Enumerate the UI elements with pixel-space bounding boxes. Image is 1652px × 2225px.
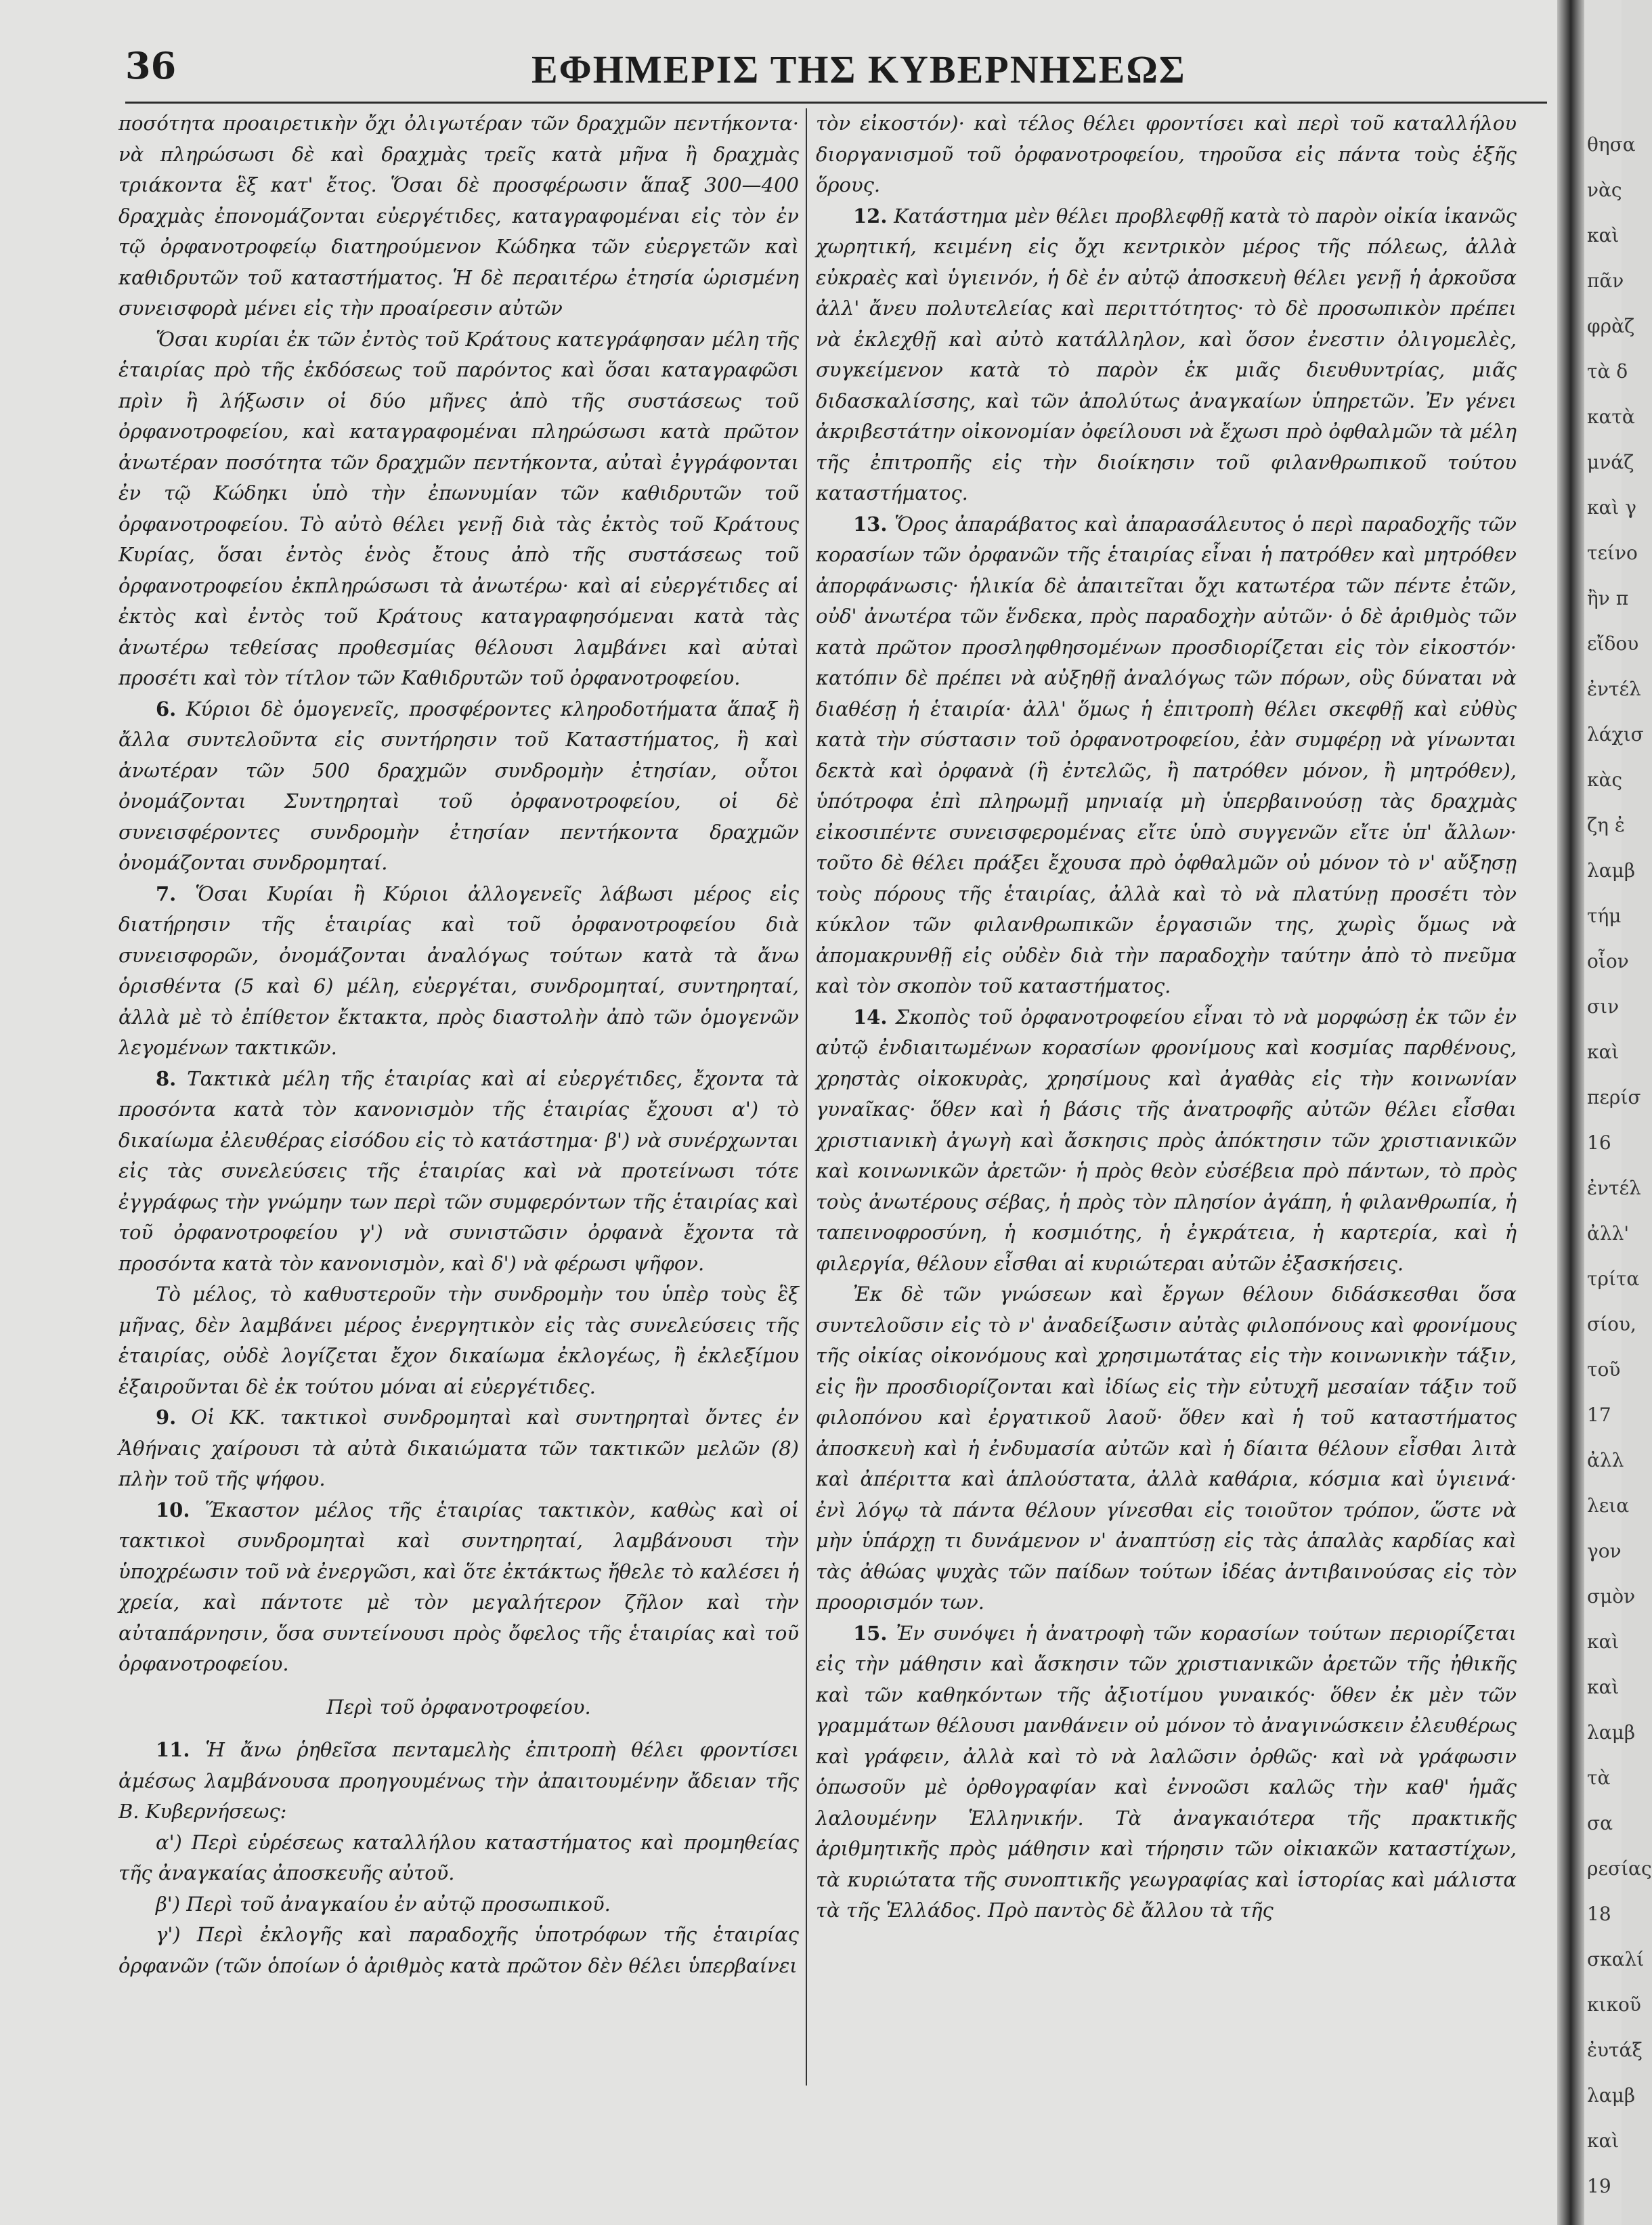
paragraph-text: Σκοπὸς τοῦ ὀρφανοτροφείου εἶναι τὸ νὰ μορφώσῃ ἐκ τῶν ἐν αὐτῷ ἐνδιαιτωμένων κορασίων φρονίμους καὶ κοσμίας παρθένους, χρηστὰς οἰκοκυρὰς, χρησίμους καὶ ἀγαθὰς εἰς τὴν κοινωνίαν γυναῖκας· ὅθεν καὶ ἡ βάσις τῆς ἀνατροφῆς αὐτῶν θέλει εἶσθαι χριστιανικὴ ἀγωγὴ καὶ ἄσκησις πρὸς ἀπόκτησιν τῶν χριστιανικῶν καὶ κοινωνικῶν ἀρετῶν· ἡ πρὸς θεὸν εὐσέβεια πρὸ πάντων, τὸ πρὸς τοὺς ἀνωτέρους σέβας, ἡ πρὸς τὸν πλησίον ἀγάπη, ἡ φιλανθρωπία, ἡ ταπεινοφροσύνη, ἡ κοσμιότης, ἡ ἐγκράτεια, ἡ καρτερία, καὶ ἡ φιλεργία, θέλουν εἶσθαι αἱ κυριώτεραι αὐτῶν ἐξασκήσεις. [816,1005,1517,1275]
paragraph [118,1920,799,1981]
article-number: 15. [853,1621,888,1645]
left-column [118,108,799,2106]
article-number: 6. [156,697,177,720]
adjacent-page-fragment: καὶ [1587,1041,1620,1063]
column-divider [806,108,807,2086]
paragraph [118,1735,799,1828]
paragraph-text: Τακτικὰ μέλη τῆς ἑταιρίας καὶ αἱ εὐεργέτιδες, ἔχοντα τὰ προσόντα κατὰ τὸν κανονισμὸν τῆς ἑταιρίας ἔχουσι α') τὸ δικαίωμα ἐλευθέρας εἰσόδου εἰς τὸ κατάστημα· β') νὰ συνέρχωνται εἰς τὰς συνελεύσεις τῆς ἑταιρίας καὶ νὰ προτείνωσι τότε ἐγγράφως τὴν γνώμην των περὶ τῶν συμφερόντων τῆς ἑταιρίας καὶ τοῦ ὀρφανοτροφείου γ') νὰ συνιστῶσιν ὀρφανὰ ἔχοντα τὰ προσόντα κατὰ τὸν κανονισμὸν, καὶ δ') νὰ φέρωσι ψῆφον. [118,1066,799,1275]
journal-title: ΕΦΗΜΕΡΙΣ ΤΗΣ ΚΥΒΕΡΝΗΣΕΩΣ [531,47,1186,91]
header-rule [125,102,1547,104]
paragraph-text: Ἐν συνόψει ἡ ἀνατροφὴ τῶν κορασίων τούτων περιορίζεται εἰς τὴν μάθησιν καὶ ἄσκησιν τῶν χριστιανικῶν ἀρετῶν τῆς ἠθικῆς καὶ τῶν καθηκόντων τῆς ἀξιοτίμου γυναικός· ὅθεν ἐκ μὲν τῶν γραμμάτων θέλουσι μανθάνειν οὐ μόνον τὸ ἀναγινώσκειν ἐλευθέρως καὶ γράφειν, ἀλλὰ καὶ τὸ νὰ λαλῶσιν ὀρθῶς· καὶ νὰ γράφωσιν ὁπωσοῦν μὲ ὀρθογραφίαν καὶ ἐννοῶσι καλῶς τὴν καθ' ἡμᾶς λαλουμένην Ἑλληνικήν. Τὰ ἀναγκαιότερα τῆς πρακτικῆς ἀριθμητικῆς πρὸς μάθησιν καὶ τήρησιν τῶν οἰκιακῶν καταστίχων, τὰ κυριώτατα τῆς συνοπτικῆς γεωγραφίας καὶ ἱστορίας καὶ μάλιστα τὰ τῆς Ἑλλάδος. Πρὸ παντὸς δὲ ἄλλου τὰ τῆς [816,1621,1517,1922]
section-heading: Περὶ τοῦ ὀρφανοτροφείου. [326,1695,591,1719]
paragraph [816,509,1517,1002]
paragraph-text: Οἱ ΚΚ. τακτικοὶ συνδρομηταὶ καὶ συντηρηταὶ ὄντες ἐν Ἀθήναις χαίρουσι τὰ αὐτὰ δικαιώματα τῶν τακτικῶν μελῶν (8) πλὴν τοῦ τῆς ψήφου. [118,1406,799,1490]
adjacent-page-fragment: θησα [1587,133,1636,156]
adjacent-page-fragment: εἴδου [1587,632,1639,655]
adjacent-page-fragment: 19 [1587,2175,1611,2197]
article-number: 8. [156,1066,177,1090]
adjacent-page-fragment: ἢν π [1587,587,1629,609]
paragraph-text: Κατάστημα μὲν θέλει προβλεφθῇ κατὰ τὸ παρὸν οἰκία ἱκανῶς χωρητική, κειμένη εἰς ὄχι κεντρικὸν μέρος τῆς πόλεως, ἀλλὰ εὐκραὲς καὶ ὑγιεινόν, ἡ δὲ ἐν αὐτῷ ἀποσκευὴ θέλει γενῇ ἡ ἀρκοῦσα ἀλλ' ἄνευ πολυτελείας καὶ περιττότητος· τὸ δὲ προσωπικὸν πρέπει νὰ ἐκλεχθῇ καὶ αὐτὸ κατάλληλον, καὶ ὅσον ἐνεστιν ὀλιγομελὲς, συγκείμενον κατὰ τὸ παρὸν ἐκ μιᾶς διευθυντρίας, μιᾶς διδασκαλίσσης, καὶ τῶν ἀπολύτως ἀναγκαίων ὑπηρετῶν. Ἐν γένει ἀκριβεστάτην οἰκονομίαν ὀφείλουσι νὰ ἔχωσι πρὸ ὀφθαλμῶν τὰ μέλη τῆς ἐπιτροπῆς εἰς τὴν διοίκησιν τοῦ φιλανθρωπικοῦ τούτου καταστήματος. [816,204,1517,504]
adjacent-page-fragment: μνάζ [1587,451,1634,473]
paragraph-text: Ὅσαι Κυρίαι ἢ Κύριοι ἀλλογενεῖς λάβωσι μέρος εἰς διατήρησιν τῆς ἑταιρίας καὶ τοῦ ὀρφανοτροφείου διὰ συνεισφορῶν, ὀνομάζονται ἀναλόγως τούτων κατὰ τὰ ἄνω ὁρισθέντα (5 καὶ 6) μέλη, εὐεργέται, συνδρομηταί, συντηρηταί, ἀλλὰ μὲ τὸ ἐπίθετον ἔκτακτα, πρὸς διαστολὴν ἀπὸ τῶν ὁμογενῶν λεγομένων τακτικῶν. [118,882,799,1059]
article-number: 13. [853,512,888,536]
paragraph [118,108,799,324]
adjacent-page-fragment: καὶ [1587,1630,1620,1653]
adjacent-page-fragment: σκαλί [1587,1948,1645,1970]
adjacent-page-fragment: πᾶν [1587,269,1624,292]
paragraph [118,1279,799,1402]
paragraph [118,1495,799,1680]
adjacent-page-fragment: τείνο [1587,542,1638,564]
paragraph [118,694,799,879]
paragraph-text: Ἕκαστον μέλος τῆς ἑταιρίας τακτικὸν, καθὼς καὶ οἱ τακτικοὶ συνδρομηταὶ καὶ συντηρηταί, λαμβάνουσι τὴν ὑποχρέωσιν τοῦ νὰ ἐνεργῶσι, καὶ ὅτε ἐκτάκτως ἤθελε τὸ καλέσει ἡ χρεία, καὶ πάντοτε μὲ τὸν μεγαλήτερον ζῆλον καὶ τὴν αὐταπάρνησιν, ὅσα συντείνουσι πρὸς ὄφελος τῆς ἑταιρίας καὶ τοῦ ὀρφανοτροφείου. [118,1498,800,1675]
adjacent-page-fragment: νὰς [1587,179,1622,201]
paragraph [816,1618,1517,1926]
paragraph [118,1828,799,1889]
adjacent-page-fragment: φρὰζ [1587,315,1635,337]
adjacent-page-fragment: ἀλλ' [1587,1222,1630,1245]
adjacent-page-fragment: κὰς [1587,769,1623,791]
paragraph-text: ποσότητα προαιρετικὴν ὄχι ὀλιγωτέραν τῶν δραχμῶν πεντήκοντα· νὰ πληρώσωσι δὲ καὶ δραχμὰς τρεῖς κατὰ μῆνα ἢ δραχμὰς τριάκοντα ἓξ κατ' ἔτος. Ὅσαι δὲ προσφέρωσιν ἅπαξ 300—400 δραχμὰς ἐπονομάζονται εὐεργέτιδες, καταγραφομέναι εἰς τὸν ἐν τῷ ὀρφανοτροφείῳ διατηρούμενον Κώδηκα τῶν εὐεργετῶν καὶ καθιδρυτῶν τοῦ καταστήματος. Ἡ δὲ περαιτέρω ἐτησία ὡρισμένη συνεισφορὰ μένει εἰς τὴν προαίρεσιν αὐτῶν [118,112,799,320]
adjacent-page-fragment: ἐντέλ [1587,678,1641,700]
adjacent-page-fragment: περίσ [1587,1086,1641,1108]
adjacent-page-fragment: ἐντέλ [1587,1177,1641,1199]
adjacent-page-fragment: σιν [1587,995,1620,1018]
article-number: 10. [156,1498,190,1521]
page-number: 36 [125,44,177,87]
paragraph [118,1064,799,1280]
adjacent-page-fragment: καὶ [1587,2130,1620,2152]
paragraph-text: Ἐκ δὲ τῶν γνώσεων καὶ ἔργων θέλουν διδάσκεσθαι ὅσα συντελοῦσιν εἰς τὸ ν' ἀναδείξωσιν αὐτὰς φιλοπόνους καὶ φρονίμους τῆς οἰκίας οἰκονόμους καὶ χρησιμωτάτας εἰς τὴν κοινωνικὴν τάξιν, εἰς ἣν προσδιορίζονται καὶ ἰδίως εἰς τὴν εὐτυχῆ μεσαίαν τάξιν τοῦ φιλοπόνου καὶ ἐργατικοῦ λαοῦ· ὅθεν καὶ ἡ τοῦ καταστήματος ἀποσκευὴ καὶ ἡ ἐνδυμασία αὐτῶν καὶ ἡ δίαιτα θέλουν εἶσθαι λιτὰ καὶ ἀπέριττα καὶ ἁπλούστατα, ἀλλὰ καθάρια, κόσμια καὶ ὑγιεινά· ἐνὶ λόγῳ τὰ πάντα θέλουν γίνεσθαι εἰς τοιοῦτον τρόπον, ὥστε νὰ μὴν ὑπάρχῃ τι δυνάμενον ν' ἀναπτύσῃ εἰς τὰς ἁπαλὰς καρδίας καὶ τὰς ἀθώας ψυχὰς τῶν παίδων τούτων ἰδέας ἀντιβαινούσας εἰς τὸν προορισμόν των. [816,1282,1517,1614]
adjacent-page-fragment: σμὸν [1587,1585,1636,1607]
paragraph-text: Τὸ μέλος, τὸ καθυστεροῦν τὴν συνδρομὴν του ὑπὲρ τοὺς ἓξ μῆνας, δὲν λαμβάνει μέρος ἐνεργητικὸν εἰς τὰς συνελεύσεις τῆς ἑταιρίας, οὐδὲ λογίζεται ἔχον δικαίωμα ἐκλογέως, ἢ ἐκλεξίμου ἐξαιροῦνται δὲ ἐκ τούτου μόναι αἱ εὐεργέτιδες. [118,1282,799,1398]
adjacent-page-fragment: τήμ [1587,905,1622,927]
paragraph-text: γ') Περὶ ἐκλογῆς καὶ παραδοχῆς ὑποτρόφων τῆς ἑταιρίας ὀρφανῶν (τῶν ὁποίων ὁ ἀριθμὸς κατὰ πρῶτον δὲν θέλει ὑπερβαίνει [118,1923,799,1977]
adjacent-page-fragment: τὰ [1587,1767,1611,1789]
adjacent-page-edge [1584,0,1652,2225]
adjacent-page-fragment: 16 [1587,1131,1611,1154]
adjacent-page-fragment: 17 [1587,1404,1611,1426]
adjacent-page-fragment: καὶ [1587,1676,1620,1698]
paragraph [816,108,1517,201]
adjacent-page-fragment: λεια [1587,1494,1630,1517]
adjacent-page-fragment: τὰ δ [1587,360,1628,383]
right-column [816,108,1517,2106]
adjacent-page-fragment: σίου, [1587,1313,1636,1335]
adjacent-page-fragment: κικοῦ [1587,1993,1641,2016]
paragraph [118,324,799,694]
adjacent-page-fragment: λαμβ [1587,859,1636,882]
adjacent-page-fragment: ζη ἐ [1587,814,1625,836]
adjacent-page-fragment: οἷον [1587,950,1629,972]
adjacent-page-fragment: γον [1587,1540,1622,1562]
adjacent-page-fragment: 18 [1587,1903,1611,1925]
paragraph-text: β') Περὶ τοῦ ἀναγκαίου ἐν αὐτῷ προσωπικοῦ. [156,1892,611,1916]
article-number: 12. [853,204,888,228]
adjacent-page-fragment: τοῦ [1587,1358,1621,1381]
paragraph-text: Ὅσαι κυρίαι ἐκ τῶν ἐντὸς τοῦ Κράτους κατεγράφησαν μέλη τῆς ἑταιρίας πρὸ τῆς ἐκδόσεως τοῦ παρόντος καὶ ὅσαι καταγραφῶσι πρὶν ἢ λήξωσιν οἱ δύο μῆνες ἀπὸ τῆς συστάσεως τοῦ ὀρφανοτροφείου, καὶ καταγραφομέναι πληρώσωσι κατὰ πρῶτον ἀνωτέραν ποσότητα τῶν δραχμῶν πεντήκοντα, αὐταὶ ἐγγράφονται ἐν τῷ Κώδηκι ὑπὸ τὴν ἐπωνυμίαν τῶν καθιδρυτῶν τοῦ ὀρφανοτροφείου. Τὸ αὐτὸ θέλει γενῇ διὰ τὰς ἐκτὸς τοῦ Κράτους Κυρίας, ὅσαι ἐντὸς ἑνὸς ἔτους ἀπὸ τῆς συστάσεως τοῦ ὀρφανοτροφείου ἐκπληρώσωσι τὰ ἀνωτέρω· καὶ αἱ εὐεργέτιδες αἱ ἐκτὸς καὶ ἐντὸς τοῦ Κράτους καταγραφησόμεναι κατὰ τὰς ἀνωτέρω τεθείσας προθεσμίας θέλουσι λαμβάνει καὶ αὐταὶ προσέτι καὶ τὸν τίτλον τῶν Καθιδρυτῶν τοῦ ὀρφανοτροφείου. [118,327,799,689]
adjacent-page-fragment: λάχισ [1587,723,1644,746]
paragraph [118,1889,799,1920]
paragraph [816,1002,1517,1280]
adjacent-page-fragment: ἀλλ [1587,1449,1624,1471]
article-number: 7. [156,882,177,905]
paragraph-text: Ἡ ἄνω ῥηθεῖσα πενταμελὴς ἐπιτροπὴ θέλει φροντίσει ἀμέσως λαμβάνουσα προηγουμένως τὴν ἀπαιτουμένην ἄδειαν τῆς Β. Κυβερνήσεως: [118,1738,799,1823]
article-number: 11. [156,1738,190,1761]
article-number: 9. [156,1406,177,1429]
paragraph-text: Ὅρος ἀπαράβατος καὶ ἀπαρασάλευτος ὁ περὶ παραδοχῆς τῶν κορασίων τῶν ὀρφανῶν τῆς ἑταιρίας εἶναι ἡ πατρόθεν καὶ μητρόθεν ἀπορφάνωσις· ἡλικία δὲ ἀπαιτεῖται ὄχι κατωτέρα τῶν πέντε ἐτῶν, οὐδ' ἀνωτέρα τῶν ἕνδεκα, πρὸς παραδοχὴν αὐτῶν· ὁ δὲ ἀριθμὸς τῶν κατὰ πρῶτον προσληφθησομένων προσδιορίζεται εἰς τὸν εἰκοστόν· κατόπιν δὲ πρέπει νὰ αὐξηθῇ ἀναλόγως τῶν πόρων, οὓς δύναται νὰ διαθέσῃ ἡ ἑταιρία· ἀλλ' ὅμως ἡ ἐπιτροπὴ θέλει σκεφθῇ καὶ εὐθὺς κατὰ τὴν σύστασιν τοῦ ὀρφανοτροφείου, ἐὰν συμφέρῃ νὰ γίνωνται δεκτὰ καὶ ὀρφανὰ (ἢ ἐντελῶς, ἢ πατρόθεν μόνον, ἢ μητρόθεν), ὑπότροφα ἐπὶ πληρωμῇ μηνιαίᾳ μὴ ὑπερβαινούσῃ τὰς δραχμὰς εἰκοσιπέντε συνεισφερομένας εἴτε ὑπὸ συγγενῶν εἴτε ὑπ' ἄλλων· τοῦτο δὲ θέλει πράξει ἔχουσα πρὸ ὀφθαλμῶν οὐ μόνον τὸ ν' αὔξησῃ τοὺς πόρους τῆς ἑταιρίας, ἀλλὰ καὶ τὸ νὰ πλατύνῃ προσέτι τὸν κύκλον τῶν φιλανθρωπικῶν ἐργασιῶν της, χωρὶς ὅμως νὰ ἀπομακρυνθῇ εἰς οὐδὲν διὰ τὴν παραδοχὴν ταύτην ἀπὸ τὸ πνεῦμα καὶ τὸν σκοπὸν τοῦ καταστήματος. [816,512,1517,997]
adjacent-page-fragment: καὶ γ [1587,496,1637,519]
adjacent-page-fragment: τρίτα [1587,1268,1640,1290]
paragraph [816,1279,1517,1618]
page-header [125,37,1547,91]
paragraph [118,879,799,1064]
book-gutter [1557,0,1584,2225]
paragraph [118,1402,799,1495]
adjacent-page-fragment: σα [1587,1812,1613,1834]
adjacent-page-fragment: ἐυτάξ [1587,2039,1643,2061]
adjacent-page-fragment: λαμβ [1587,2084,1636,2107]
adjacent-page-fragment: λαμβ [1587,1721,1636,1744]
paragraph [816,201,1517,509]
adjacent-page-fragment: καὶ [1587,224,1620,246]
adjacent-page-fragment: ρεσίας [1587,1857,1652,1880]
article-number: 14. [853,1005,888,1029]
adjacent-page-fragment: κατὰ [1587,406,1635,428]
paragraph-text: τὸν εἰκοστόν)· καὶ τέλος θέλει φροντίσει καὶ περὶ τοῦ καταλλήλου διοργανισμοῦ τοῦ ὀρφανοτροφείου, τηροῦσα εἰς πάντα τοὺς ἑξῆς ὅρους. [816,112,1517,196]
paragraph-text: Κύριοι δὲ ὁμογενεῖς, προσφέροντες κληροδοτήματα ἅπαξ ἢ ἄλλα συντελοῦντα εἰς συντήρησιν τοῦ Καταστήματος, ἢ καὶ ἀνωτέραν τῶν 500 δραχμῶν συνδρομὴν ἐτησίαν, οὗτοι ὀνομάζονται Συντηρηταὶ τοῦ ὀρφανοτροφείου, οἱ δὲ συνεισφέροντες συνδρομὴν ἐτησίαν πεντήκοντα δραχμῶν ὀνομάζονται συνδρομηταί. [118,697,799,874]
paragraph-text: α') Περὶ εὑρέσεως καταλλήλου καταστήματος καὶ προμηθείας τῆς ἀναγκαίας ἀποσκευῆς αὐτοῦ. [118,1830,799,1884]
